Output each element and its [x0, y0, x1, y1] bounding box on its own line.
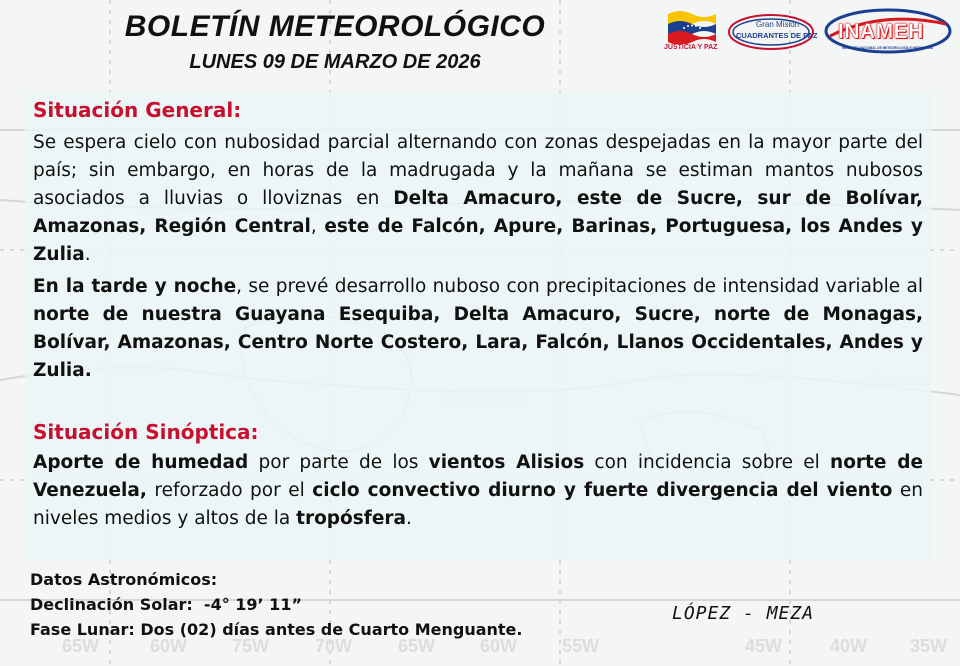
logos-group: [662, 6, 954, 58]
justicia-label: JUSTICIA Y PAZ: [664, 44, 718, 51]
general-p1-sep: ,: [310, 216, 325, 237]
general-p1-end: .: [84, 244, 91, 265]
lon-label: 65W: [398, 636, 436, 656]
synoptic-text-4: en niveles medios y altos de la: [33, 480, 924, 529]
lon-label: 35W: [910, 636, 948, 656]
general-p2-text: , se prevé desarrollo nuboso con precipitaciones de intensidad variable al: [236, 276, 924, 297]
lon-label: 60W: [480, 636, 518, 656]
synoptic-end: .: [405, 508, 412, 529]
synoptic-north: norte de Venezuela,: [33, 452, 924, 501]
gran-mision-label: Gran Misión: [756, 20, 800, 29]
lon-label: 45W: [745, 636, 783, 656]
synoptic-cycle: ciclo convectivo diurno y fuerte divergencia del viento: [312, 480, 893, 501]
general-p1-regions-2: este de Falcón, Apure, Barinas, Portuguesa, los Andes y Zulia: [33, 216, 923, 265]
astronomical-data-title: Datos Astronómicos:: [30, 570, 218, 589]
synoptic-winds: vientos Alisios: [428, 452, 585, 473]
justicia-y-paz-logo: [662, 6, 722, 56]
astronomical-data: [30, 567, 522, 642]
moon-phase: Fase Lunar: Dos (02) días antes de Cuarto Menguante.: [30, 620, 523, 639]
general-paragraph-2: [33, 273, 923, 385]
solar-declination: Declinación Solar: -4° 19’ 11”: [30, 595, 302, 614]
synoptic-paragraph: [33, 449, 923, 533]
inameh-subtitle: INSTITUTO NACIONAL DE METEOROLOGÍA E HIDROLOGÍA: [842, 46, 933, 50]
lon-label: 70W: [315, 636, 353, 656]
authors-signature: LÓPEZ - MEZA: [672, 603, 815, 624]
lon-label: 60W: [150, 636, 188, 656]
inameh-logo: [822, 6, 954, 58]
lon-label: 65W: [62, 636, 100, 656]
lon-label: 55W: [562, 636, 600, 656]
general-situation-heading: Situación General:: [33, 98, 242, 122]
cuadrantes-label: CUADRANTES DE PAZ: [736, 31, 818, 40]
synoptic-text-2: con incidencia sobre el: [584, 452, 831, 473]
synoptic-humidity: Aporte de humedad: [33, 452, 249, 473]
general-p2-regions: norte de nuestra Guayana Esequiba, Delta Amacuro, Sucre, norte de Monagas, Bolívar, Amazonas, Centro Norte Costero, Lara, Falcón, Llanos Occidentales, Andes y Zulia.: [33, 304, 923, 381]
general-p2-time: En la tarde y noche: [33, 276, 237, 297]
general-p1-regions-1: Delta Amacuro, este de Sucre, sur de Bolívar, Amazonas, Región Central: [33, 188, 923, 237]
synoptic-text-3: reforzado por el: [146, 480, 313, 501]
lon-label: 75W: [232, 636, 270, 656]
synoptic-situation-heading: Situación Sinóptica:: [33, 420, 259, 444]
cuadrantes-de-paz-logo: [726, 10, 816, 54]
bulletin-date: LUNES 09 DE MARZO DE 2026: [189, 51, 481, 73]
general-paragraph-1: [33, 129, 923, 269]
general-p1-text: Se espera cielo con nubosidad parcial alternando con zonas despejadas en la mayor parte del país; sin embargo, en horas de la madrugada y la mañana se estiman mantos nubosos asociados a lluvias o lloviznas en: [33, 132, 923, 209]
lon-label: 40W: [830, 636, 868, 656]
venezuela-flag-icon: [666, 8, 718, 44]
synoptic-text-1: por parte de los: [248, 452, 429, 473]
synoptic-troposphere: tropósfera: [296, 508, 406, 529]
inameh-wordmark: INAMEH: [838, 20, 924, 43]
bulletin-title: BOLETÍN METEOROLÓGICO: [124, 10, 546, 43]
